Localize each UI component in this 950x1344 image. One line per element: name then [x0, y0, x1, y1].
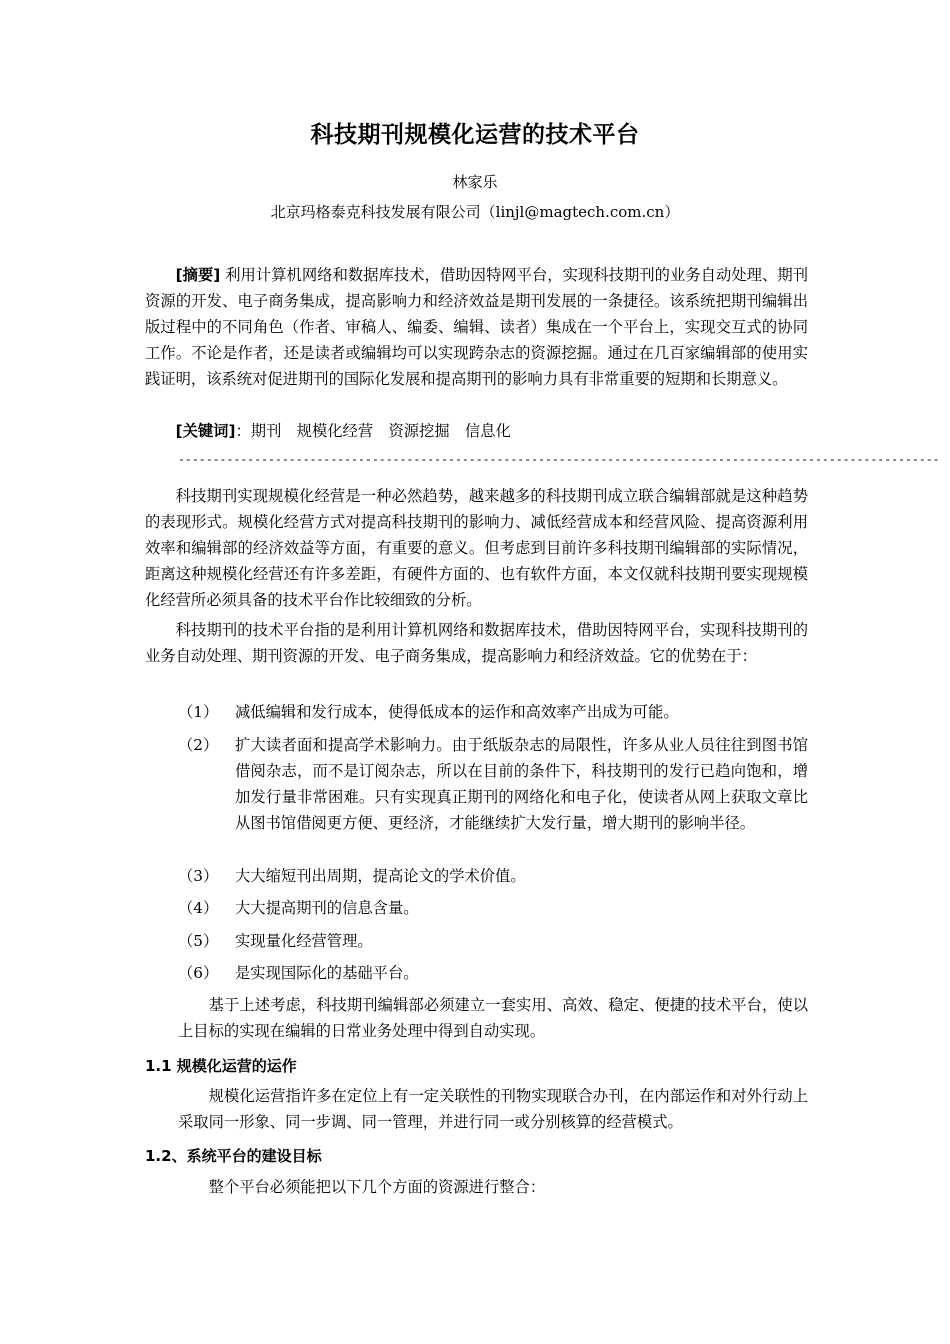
list-item-text: 扩大读者面和提高学术影响力。由于纸版杂志的局限性，许多从业人员往往到图书馆借阅杂志，而不是订阅杂志，所以在目前的条件下，科技期刊的发行已趋向饱和，增加发行量非常困难。只有实现真正期刊的网络化和电子化，使读者从网上获取文章比从图书馆借阅更方便、更经济，才能继续扩大发行量，增大期刊的影响半径。 — [235, 736, 808, 832]
keywords — [145, 418, 808, 444]
list-item-text: 减低编辑和发行成本，使得低成本的运作和高效率产出成为可能。 — [235, 703, 679, 721]
list-item — [178, 928, 808, 954]
abstract — [145, 262, 808, 392]
list-item — [178, 895, 808, 921]
list-item-number: （1） — [178, 703, 219, 721]
body-paragraph: 科技期刊实现规模化经营是一种必然趋势，越来越多的科技期刊成立联合编辑部就是这种趋势的表现形式。规模化经营方式对提高科技期刊的影响力、减低经营成本和经营风险、提高资源利用效率和编辑部的经济效益等方面，有重要的意义。但考虑到目前许多科技期刊编辑部的实际情况，距离这种规模化经营还有许多差距，有硬件方面的、也有软件方面，本文仅就科技期刊要实现规模化经营所必须具备的技术平台作比较细致的分析。 — [145, 487, 808, 609]
body-paragraph: 规模化运营指许多在定位上有一定关联性的刊物实现联合办刊，在内部运作和对外行动上采取同一形象、同一步调、同一管理，并进行同一或分别核算的经营模式。 — [178, 1087, 808, 1131]
body-paragraph: 整个平台必须能把以下几个方面的资源进行整合： — [208, 1178, 546, 1196]
section-heading: 1.2、系统平台的建设目标 — [145, 1147, 322, 1165]
abstract-label: [摘要] — [175, 266, 221, 284]
list-item-number: （6） — [178, 964, 219, 982]
list-item-number: （3） — [178, 867, 219, 885]
list-item — [178, 732, 808, 836]
list-item — [178, 699, 808, 725]
list-item — [178, 863, 808, 889]
keywords-label: [关键词] — [175, 422, 236, 440]
list-item-text: 实现量化经营管理。 — [235, 932, 373, 950]
list-item-text: 是实现国际化的基础平台。 — [235, 964, 419, 982]
section-divider: -------------------------------------------------------------------------------------------------------------- — [178, 452, 940, 466]
author-affiliation: 北京玛格泰克科技发展有限公司（linjl@magtech.com.cn） — [270, 203, 680, 221]
body-paragraph: 科技期刊的技术平台指的是利用计算机网络和数据库技术，借助因特网平台，实现科技期刊的业务自动处理、期刊资源的开发、电子商务集成，提高影响力和经济效益。它的优势在于： — [145, 621, 808, 665]
conclusion-paragraph: 基于上述考虑，科技期刊编辑部必须建立一套实用、高效、稳定、便捷的技术平台，使以上目标的实现在编辑的日常业务处理中得到自动实现。 — [178, 996, 808, 1040]
list-item-number: （4） — [178, 899, 219, 917]
author-name: 林家乐 — [452, 173, 498, 191]
list-item-number: （5） — [178, 932, 219, 950]
keywords-text: ：期刊 规模化经营 资源挖掘 信息化 — [235, 422, 511, 440]
section-heading: 1.1 规模化运营的运作 — [145, 1057, 297, 1075]
list-item-text: 大大提高期刊的信息含量。 — [235, 899, 419, 917]
paper-title: 科技期刊规模化运营的技术平台 — [310, 122, 640, 148]
list-item-text: 大大缩短刊出周期，提高论文的学术价值。 — [235, 867, 526, 885]
abstract-text: 利用计算机网络和数据库技术，借助因特网平台，实现科技期刊的业务自动处理、期刊资源的开发、电子商务集成，提高影响力和经济效益是期刊发展的一条捷径。该系统把期刊编辑出版过程中的不同角色（作者、审稿人、编委、编辑、读者）集成在一个平台上，实现交互式的协同工作。不论是作者，还是读者或编辑均可以实现跨杂志的资源挖掘。通过在几百家编辑部的使用实践证明，该系统对促进期刊的国际化发展和提高期刊的影响力具有非常重要的短期和长期意义。 — [145, 266, 808, 388]
list-item — [178, 960, 808, 986]
list-item-number: （2） — [178, 736, 219, 754]
